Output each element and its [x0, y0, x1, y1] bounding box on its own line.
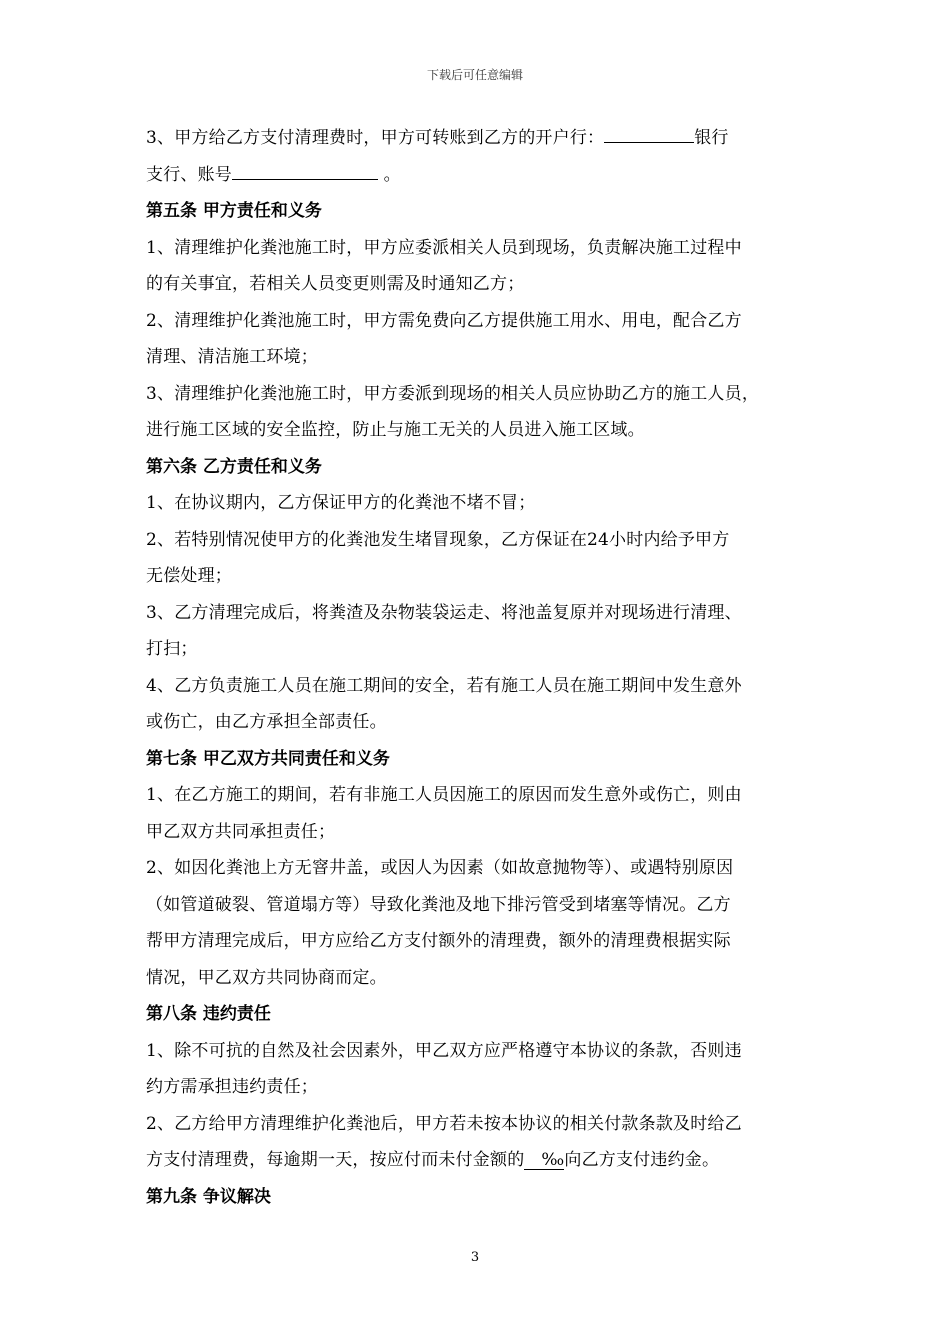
section-5-title: 第五条 甲方责任和义务 [146, 201, 322, 221]
bank-blank [604, 126, 694, 143]
bank-text: 3、甲方给乙方支付清理费时，甲方可转账到乙方的开户行： [146, 128, 605, 148]
s5-line: 进行施工区域的安全监控，防止与施工无关的人员进入施工区域。 [146, 420, 645, 440]
section-7-title: 第七条 甲乙双方共同责任和义务 [146, 748, 390, 769]
s5-line: 3、清理维护化粪池施工时，甲方委派到现场的相关人员应协助乙方的施工人员， [146, 383, 760, 404]
s6-line: 1、在协议期内，乙方保证甲方的化粪池不堵不冒； [146, 493, 536, 513]
s6-line: 3、乙方清理完成后，将粪渣及杂物装袋运走、将池盖复原并对现场进行清理、 [146, 602, 742, 623]
s6-line: 无偿处理； [146, 566, 232, 586]
s8-line: 1、除不可抗的自然及社会因素外，甲乙双方应严格遵守本协议的条款，否则违 [146, 1040, 742, 1061]
section-9-title: 第九条 争议解决 [146, 1186, 271, 1207]
s7-line: 1、在乙方施工的期间，若有非施工人员因施工的原因而发生意外或伤亡，则由 [146, 785, 742, 805]
s6-line: 或伤亡，由乙方承担全部责任。 [146, 712, 387, 732]
s6-line: 打扫； [146, 639, 198, 659]
s8-line: 2、乙方给甲方清理维护化粪池后，甲方若未按本协议的相关付款条款及时给乙 [146, 1113, 742, 1134]
s5-line: 清理、清洁施工环境； [146, 347, 318, 367]
s7-line: 帮甲方清理完成后，甲方应给乙方支付额外的清理费，额外的清理费根据实际 [146, 931, 731, 951]
s6-line: 2、若特别情况使甲方的化粪池发生堵冒现象，乙方保证在24小时内给予甲方 [146, 529, 730, 550]
bank-suffix: 银行 [694, 128, 729, 148]
account-suffix: 。 [378, 164, 401, 185]
s8-penalty-line [146, 1142, 810, 1179]
penalty-text: 方支付清理费，每逾期一天，按应付而未付金额的 [146, 1150, 525, 1170]
s5-line: 1、清理维护化粪池施工时，甲方应委派相关人员到现场，负责解决施工过程中 [146, 237, 742, 258]
account-text: 支行、账号 [146, 164, 232, 185]
account-blank [232, 163, 378, 180]
document-body [146, 120, 810, 1215]
penalty-suffix: 向乙方支付违约金。 [564, 1150, 720, 1170]
s7-line: 情况，甲乙双方共同协商而定。 [146, 967, 387, 988]
section-6-title: 第六条 乙方责任和义务 [146, 456, 322, 477]
s6-line: 4、乙方负责施工人员在施工期间的安全，若有施工人员在施工期间中发生意外 [146, 675, 742, 696]
page-header: 下载后可任意编辑 [426, 68, 523, 82]
s8-line: 约方需承担违约责任； [146, 1077, 318, 1097]
section-8-title: 第八条 违约责任 [146, 1004, 271, 1024]
s5-line: 2、清理维护化粪池施工时，甲方需免费向乙方提供施工用水、用电，配合乙方 [146, 310, 742, 331]
paragraph-bank [146, 120, 810, 157]
page-number: 3 [470, 1250, 480, 1265]
s7-line: 甲乙双方共同承担责任； [146, 821, 336, 842]
s5-line: 的有关事宜，若相关人员变更则需及时通知乙方； [146, 274, 525, 294]
paragraph-account [146, 157, 810, 194]
penalty-blank: ‰ [524, 1151, 564, 1170]
s7-line: （如管道破裂、管道塌方等）导致化粪池及地下排污管受到堵塞等情况。乙方 [146, 894, 731, 915]
s7-line: 2、如因化粪池上方无窨井盖，或因人为因素（如故意抛物等）、或遇特别原因 [146, 858, 734, 878]
